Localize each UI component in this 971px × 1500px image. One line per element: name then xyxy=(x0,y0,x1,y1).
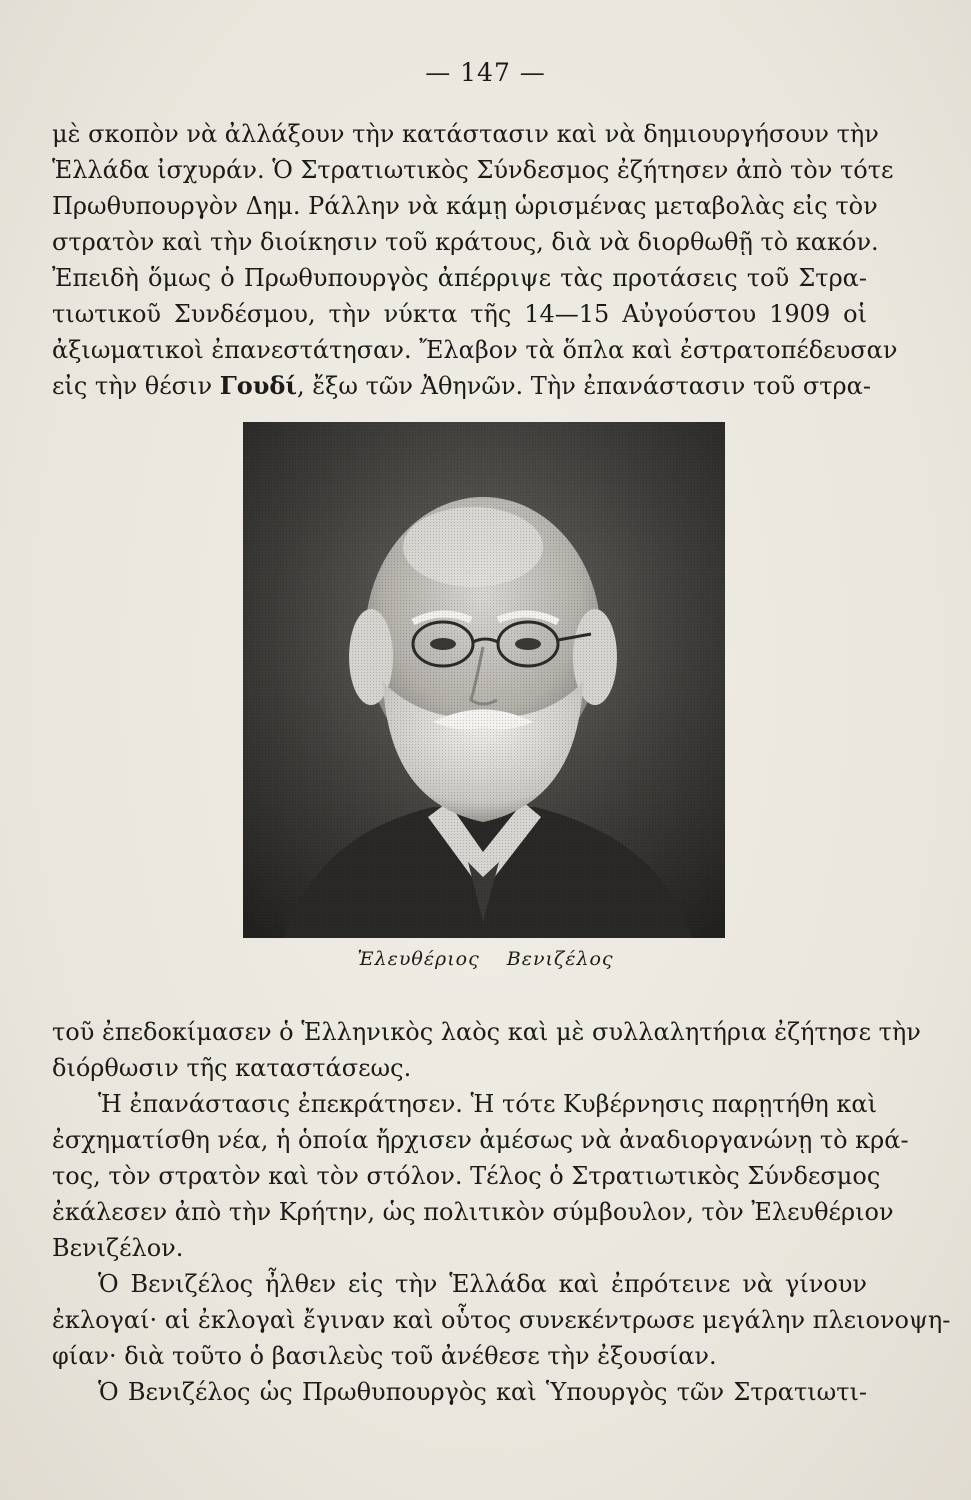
text-line: Ὁ Βενιζέλος ἦλθεν εἰς τὴν Ἑλλάδα καὶ ἐπρότεινε νὰ γίνουν xyxy=(98,1270,867,1298)
top-paragraph xyxy=(52,116,898,404)
text-line: Ἑλλάδα ἰσχυράν. Ὁ Στρατιωτικὸς Σύνδεσμος ἐζήτησεν ἀπὸ τὸν τότε xyxy=(52,156,894,184)
text-fragment: εἰς τὴν θέσιν xyxy=(52,372,220,400)
text-line: μὲ σκοπὸν νὰ ἀλλάξουν τὴν κατάστασιν καὶ νὰ δημιουργήσουν τὴν xyxy=(52,120,879,148)
text-line: Ἡ ἐπανάστασις ἐπεκράτησεν. Ἡ τότε Κυβέρνησις παρῃτήθη καὶ xyxy=(98,1090,878,1118)
portrait-illustration xyxy=(243,422,725,938)
text-line: Πρωθυπουργὸν Δημ. Ράλλην νὰ κάμῃ ὡρισμένας μεταβολὰς εἰς τὸν xyxy=(52,192,878,220)
text-line: τιωτικοῦ Συνδέσμου, τὴν νύκτα τῆς 14—15 Αὐγούστου 1909 οἱ xyxy=(52,300,867,328)
portrait-photo xyxy=(243,422,725,938)
text-line: φίαν· διὰ τοῦτο ὁ βασιλεὺς τοῦ ἀνέθεσε τὴν ἐξουσίαν. xyxy=(52,1342,717,1370)
text-line: στρατὸν καὶ τὴν διοίκησιν τοῦ κράτους, διὰ νὰ διορθωθῇ τὸ κακόν. xyxy=(52,228,879,256)
text-line: Ὁ Βενιζέλος ὡς Πρωθυπουργὸς καὶ Ὑπουργὸς τῶν Στρατιωτι- xyxy=(98,1378,867,1406)
page-number: — 147 — xyxy=(425,58,546,87)
text-line: ἐκλογαί· αἱ ἐκλογαὶ ἔγιναν καὶ οὗτος συνεκέντρωσε μεγάλην πλειονοψη- xyxy=(52,1306,951,1334)
text-line: ἐκάλεσεν ἀπὸ τὴν Κρήτην, ὡς πολιτικὸν σύμβουλον, τὸν Ἐλευθέριον xyxy=(52,1198,894,1226)
text-line: ἀξιωματικοὶ ἐπανεστάτησαν. Ἔλαβον τὰ ὅπλα καὶ ἐστρατοπέδευσαν xyxy=(52,336,898,364)
text-line: διόρθωσιν τῆς καταστάσεως. xyxy=(52,1054,412,1082)
portrait-caption xyxy=(0,948,971,970)
bottom-paragraphs xyxy=(52,1014,951,1410)
text-line: ἐσχηματίσθη νέα, ἡ ὁποία ἤρχισεν ἀμέσως νὰ ἀναδιοργανώνῃ τὸ κρά- xyxy=(52,1126,909,1154)
text-line: Βενιζέλον. xyxy=(52,1234,184,1262)
caption-last-name: Βενιζέλος xyxy=(506,948,614,970)
text-line-with-bold xyxy=(52,368,871,404)
bold-place-name: Γουδί xyxy=(219,371,298,400)
text-line: τος, τὸν στρατὸν καὶ τὸν στόλον. Τέλος ὁ Στρατιωτικὸς Σύνδεσμος xyxy=(52,1162,881,1190)
caption-first-name: Ἐλευθέριος xyxy=(357,948,480,970)
text-line: τοῦ ἐπεδοκίμασεν ὁ Ἑλληνικὸς λαὸς καὶ μὲ συλλαλητήρια ἐζήτησε τὴν xyxy=(52,1018,921,1046)
text-line: Ἐπειδὴ ὅμως ὁ Πρωθυπουργὸς ἀπέρριψε τὰς προτάσεις τοῦ Στρα- xyxy=(52,264,867,292)
text-fragment: , ἔξω τῶν Ἀθηνῶν. Τὴν ἐπανάστασιν τοῦ στρα- xyxy=(297,372,871,400)
